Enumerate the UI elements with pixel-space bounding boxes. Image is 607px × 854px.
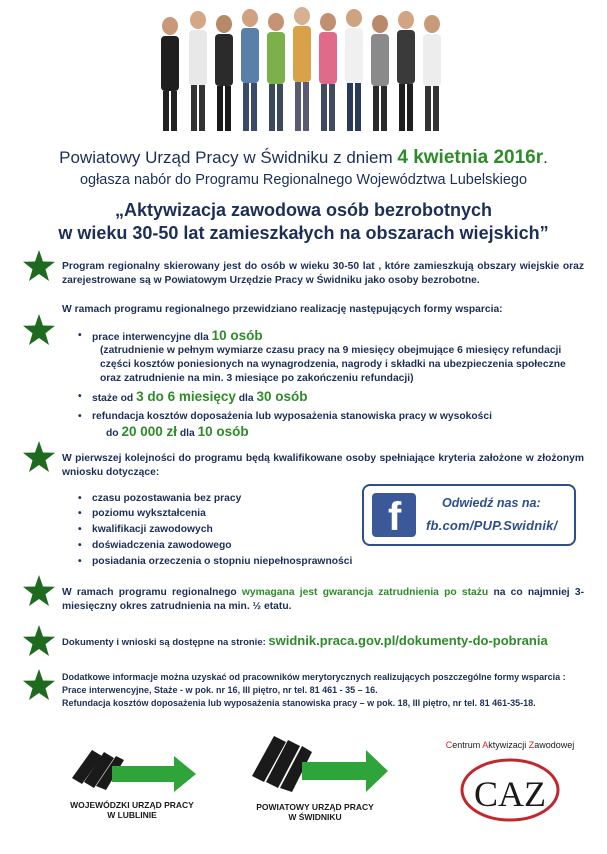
pup-logo-mark xyxy=(240,730,390,802)
header-line-1: Powiatowy Urząd Pracy w Świdniku z dniem 4 kwietnia 2016r. xyxy=(59,147,548,168)
star-icon xyxy=(22,313,56,347)
header-date: 4 kwietnia 2016r xyxy=(397,147,544,168)
list-item-criteria: • czasu pozostawania bez pracy xyxy=(92,492,241,506)
star-icon xyxy=(22,574,56,608)
facebook-visit-label: Odwiedź nas na: xyxy=(442,496,541,510)
section-target-group: Program regionalny skierowany jest do osób w wieku 30-50 lat , które zamieszkują obszary wiejskie oraz zarejestrowane są w Powiatowym Urzędzie Pracy w Świdniku jako osoby bezrobotne. xyxy=(62,261,584,286)
caz-title: Centrum Aktywizacji Zawodowej xyxy=(445,740,575,750)
caz-logo xyxy=(430,740,590,840)
header-line-2: ogłasza nabór do Programu Regionalnego Województwa Lubelskiego xyxy=(79,172,528,188)
facebook-url[interactable]: fb.com/PUP.Swidnik/ xyxy=(426,518,558,533)
caz-emblem xyxy=(458,754,562,824)
section-employment-guarantee: W ramach programu regionalnego wymagana jest gwarancja zatrudnienia po stażu na co najmniej 3-miesięczny okres zatrudnienia na min. ½ etatu. xyxy=(62,587,585,612)
list-item-criteria: • doświadczenia zawodowego xyxy=(92,539,232,553)
star-icon xyxy=(22,440,56,474)
section-support-intro: W ramach programu regionalnego przewidziano realizację następujących formy wsparcia: xyxy=(62,304,503,315)
star-icon xyxy=(22,249,56,283)
section-qualification-criteria: W pierwszej kolejności do programu będą kwalifikowane osoby spełniające kryteria założone w złożonym wniosku dotyczące: xyxy=(62,453,584,478)
program-title-line-1: „Aktywizacja zawodowa osób bezrobotnych xyxy=(114,200,493,220)
list-item-equipment-refund: • refundacja kosztów doposażenia lub wyposażenia stanowiska pracy w wysokości xyxy=(92,410,584,424)
program-title-line-2: w wieku 30-50 lat zamieszkałych na obszarach wiejskich” xyxy=(58,223,549,243)
star-icon xyxy=(22,624,56,658)
list-item-criteria: • posiadania orzeczenia o stopniu niepełnosprawności xyxy=(92,555,352,569)
section-documents: Dokumenty i wnioski są dostępne na stronie: swidnik.praca.gov.pl/dokumenty-do-pobrania xyxy=(62,633,548,648)
wup-lublin-logo: WOJEWÓDZKI URZĄD PRACY W LUBLINIE xyxy=(62,738,202,828)
section-contact-info: Dodatkowe informacje można uzyskać od pracowników merytorycznych realizujących poszczególne formy wsparcia : Prace interwencyjne, Staże - w pok. nr 16, III piętro, nr tel. 81 461 - 35 – 16. Refundacja kosztów doposażenia lub wyposażenia stanowiska pracy – w pok. 18, III piętro, nr tel. 81 461-35-18. xyxy=(62,672,566,708)
list-item-criteria: • poziomu wykształcenia xyxy=(92,507,206,521)
intervention-work-details: (zatrudnienie w pełnym wymiarze czasu pracy na 9 miesięcy obejmujące 6 miesięcy refundacji części kosztów poniesionych na wynagrodzenia, nagrody i składki na ubezpieczenia społeczne oraz zatrudnienie na min. 3 miesiące po zakończeniu refundacji) xyxy=(100,345,566,384)
wup-logo-mark xyxy=(62,738,202,800)
list-item-criteria: • kwalifikacji zawodowych xyxy=(92,523,213,537)
list-item-intervention-work: • prace interwencyjne dla 10 osób xyxy=(92,329,263,345)
pup-swidnik-logo: POWIATOWY URZĄD PRACY W ŚWIDNIKU xyxy=(240,730,390,830)
people-group-image xyxy=(150,6,460,134)
equipment-refund-amount: do 20 000 zł dla 10 osób xyxy=(106,424,249,439)
list-item-internships: • staże od 3 do 6 miesięcy dla 30 osób xyxy=(92,390,308,406)
documents-link[interactable]: swidnik.praca.gov.pl/dokumenty-do-pobrania xyxy=(268,633,548,648)
star-icon xyxy=(22,668,56,702)
facebook-banner[interactable] xyxy=(362,484,576,546)
svg-text:CAZ: CAZ xyxy=(474,774,546,814)
facebook-icon: f xyxy=(372,493,416,537)
